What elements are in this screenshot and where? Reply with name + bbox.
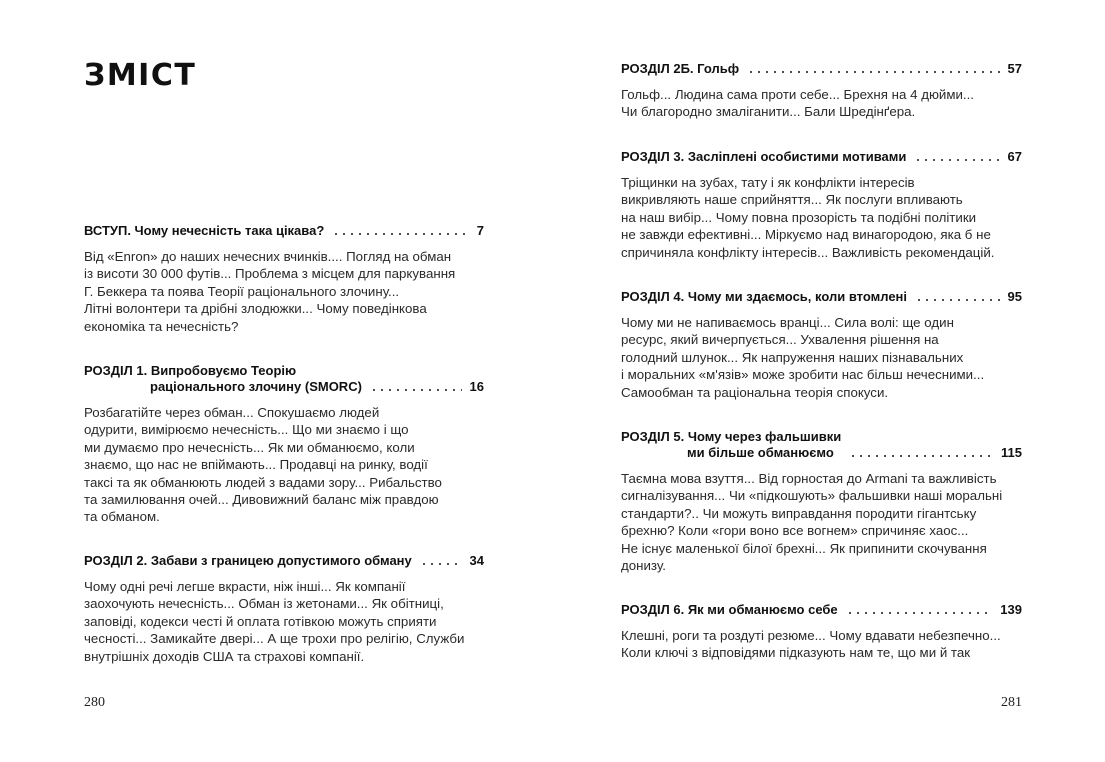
description-line: економіка та нечесність? (84, 318, 239, 334)
toc-entry-head (84, 363, 484, 395)
page-number-footer: 280 (84, 695, 105, 710)
toc-entry-head (621, 602, 1022, 618)
description-line: ми думаємо про нечесність... Як ми обманюємо, коли (84, 439, 415, 455)
description-line: на наш вибір... Чому повна прозорість та подібні політики (621, 209, 977, 225)
description-line: викривляють наше сприйняття... Як послуги впливають (621, 192, 963, 208)
dot-leader (915, 299, 1000, 301)
toc-entry-heading: РОЗДІЛ 3. Засліплені особистими мотивами (621, 149, 907, 164)
toc-page-number: 139 (1000, 602, 1022, 617)
toc-entry-head (621, 429, 1022, 461)
toc-entry-description (84, 578, 484, 665)
toc-entry-chapter-5 (621, 429, 1022, 574)
toc-entry-description (84, 404, 484, 526)
toc-entry-chapter-1 (84, 363, 484, 526)
description-line: Самообман та раціональна теорія спокуси. (621, 384, 889, 400)
toc-page-number: 16 (469, 379, 484, 394)
description-line: Чи благородно змаліганити... Бали Шредінґера. (621, 104, 916, 120)
toc-entry-head (621, 61, 1022, 77)
toc-entry-description (621, 174, 1022, 261)
toc-entry-description (84, 248, 484, 335)
description-line: ресурс, який вичерпується... Ухвалення рішення на (621, 332, 939, 348)
toc-entry-heading (621, 429, 841, 461)
description-line: одурити, вимірюємо нечесність... Що ми знаємо і що (84, 422, 409, 438)
description-line: та замилювання очей... Дивовижний баланс між правдою (84, 492, 439, 508)
toc-entry-head (621, 149, 1022, 165)
toc-entry-heading: РОЗДІЛ 6. Як ми обманюємо себе (621, 602, 838, 617)
toc-entry-head (621, 289, 1022, 305)
description-line: Чому ми не напиваємось вранці... Сила волі: ще один (621, 315, 954, 330)
toc-entry-heading: РОЗДІЛ 2Б. Гольф (621, 61, 740, 76)
description-line: стандарти?.. Чи можуть виправдання породити гігантську (621, 505, 977, 521)
description-line: заповіді, кодекси честі й оплата готівкою можуть сприяти (84, 613, 437, 629)
right-page (553, 0, 1105, 762)
left-page (0, 0, 552, 762)
toc-title: ЗМІСТ (84, 58, 197, 93)
description-line: Тріщинки на зубах, тату і як конфлікти інтересів (621, 175, 915, 190)
toc-page-number: 57 (1007, 61, 1022, 76)
toc-entry-description (621, 627, 1022, 662)
toc-entry-heading: РОЗДІЛ 2. Забави з границею допустимого обману (84, 553, 412, 568)
description-line: Від «Enron» до наших нечесних вчинків.... Погляд на обман (84, 249, 452, 264)
dot-leader (332, 233, 468, 235)
toc-entry-heading (84, 363, 362, 395)
description-line: Таємна мова взуття... Від горностая до Armani та важливість (621, 471, 997, 486)
description-line: Клешні, роги та роздуті резюме... Чому вдавати небезпечно... (621, 628, 1001, 643)
toc-page-number: 95 (1007, 289, 1022, 304)
toc-page-number: 115 (1001, 445, 1022, 460)
dot-leader (914, 159, 999, 161)
toc-entry-heading: ВСТУП. Чому нечесність така цікава? (84, 223, 325, 238)
toc-entry-intro (84, 223, 484, 335)
toc-entry-chapter-3 (621, 149, 1022, 261)
heading-line: РОЗДІЛ 5. Чому через фальшивки (621, 429, 842, 444)
toc-entry-head (84, 223, 484, 239)
description-line: Літні волонтери та дрібні злодюжки... Чому поведінкова (84, 301, 427, 317)
toc-page-number: 67 (1007, 149, 1022, 164)
description-line: не завжди ефективні... Міркуємо над винагородою, яка б не (621, 227, 991, 243)
page-number-footer: 281 (1001, 695, 1022, 710)
heading-line: ми більше обманюємо (687, 445, 834, 460)
toc-entry-description (621, 314, 1022, 401)
description-line: донизу. (621, 558, 666, 574)
description-line: із висоти 30 000 футів... Проблема з місцем для паркування (84, 266, 456, 282)
description-line: та обманом. (84, 509, 160, 525)
toc-entry-description (621, 86, 1022, 121)
dot-leader (420, 563, 462, 565)
description-line: сигналізування... Чи «підкошують» фальшивки наші моральні (621, 488, 1003, 504)
description-line: Розбагатійте через обман... Спокушаємо людей (84, 405, 380, 420)
description-line: голодний шлунок... Як напруження наших пізнавальних (621, 349, 964, 365)
toc-entry-heading: РОЗДІЛ 4. Чому ми здаємось, коли втомлені (621, 289, 908, 304)
description-line: заохочують нечесність... Обман із жетонами... Як обітниці, (84, 596, 444, 612)
description-line: внутрішніх доходів США та страхові компанії. (84, 648, 365, 664)
description-line: Гольф... Людина сама проти себе... Брехня на 4 дюйми... (621, 87, 975, 102)
toc-entry-description (621, 470, 1022, 574)
dot-leader (846, 612, 993, 614)
heading-line: раціонального злочину (SMORC) (150, 379, 362, 394)
toc-page-number: 7 (476, 223, 484, 238)
description-line: таксі та як обманюють людей з вадами зору... Рибальство (84, 474, 442, 490)
toc-entry-chapter-2 (84, 553, 484, 665)
heading-line: РОЗДІЛ 1. Випробовуємо Теорію (84, 363, 297, 378)
description-line: Не існує маленької білої брехні... Як припинити скочування (621, 540, 987, 556)
description-line: чесності... Замикайте двері... А ще трохи про релігію, Служби (84, 631, 465, 647)
toc-entry-chapter-6 (621, 602, 1022, 662)
description-line: і моральних «м'язів» може зробити нас більш нечесними... (621, 367, 985, 383)
dot-leader (747, 71, 999, 73)
description-line: знаємо, що нас не впіймають... Продавці на ринку, водії (84, 457, 428, 473)
toc-entry-chapter-4 (621, 289, 1022, 401)
description-line: спричиняла конфлікту інтересів... Важливість рекомендацій. (621, 244, 995, 260)
description-line: Чому одні речі легше вкрасти, ніж інші... Як компанії (84, 579, 406, 594)
toc-entry-chapter-2b (621, 61, 1022, 121)
toc-entry-head (84, 553, 484, 569)
dot-leader (370, 389, 462, 391)
toc-page-number: 34 (469, 553, 484, 568)
description-line: Г. Беккера та поява Теорії раціонального злочину... (84, 283, 400, 299)
description-line: Коли ключі з відповідями підказують нам те, що ми й так (621, 645, 971, 661)
dot-leader (849, 455, 993, 457)
description-line: брехню? Коли «гори воно все вогнем» спричиняє хаос... (621, 523, 969, 539)
